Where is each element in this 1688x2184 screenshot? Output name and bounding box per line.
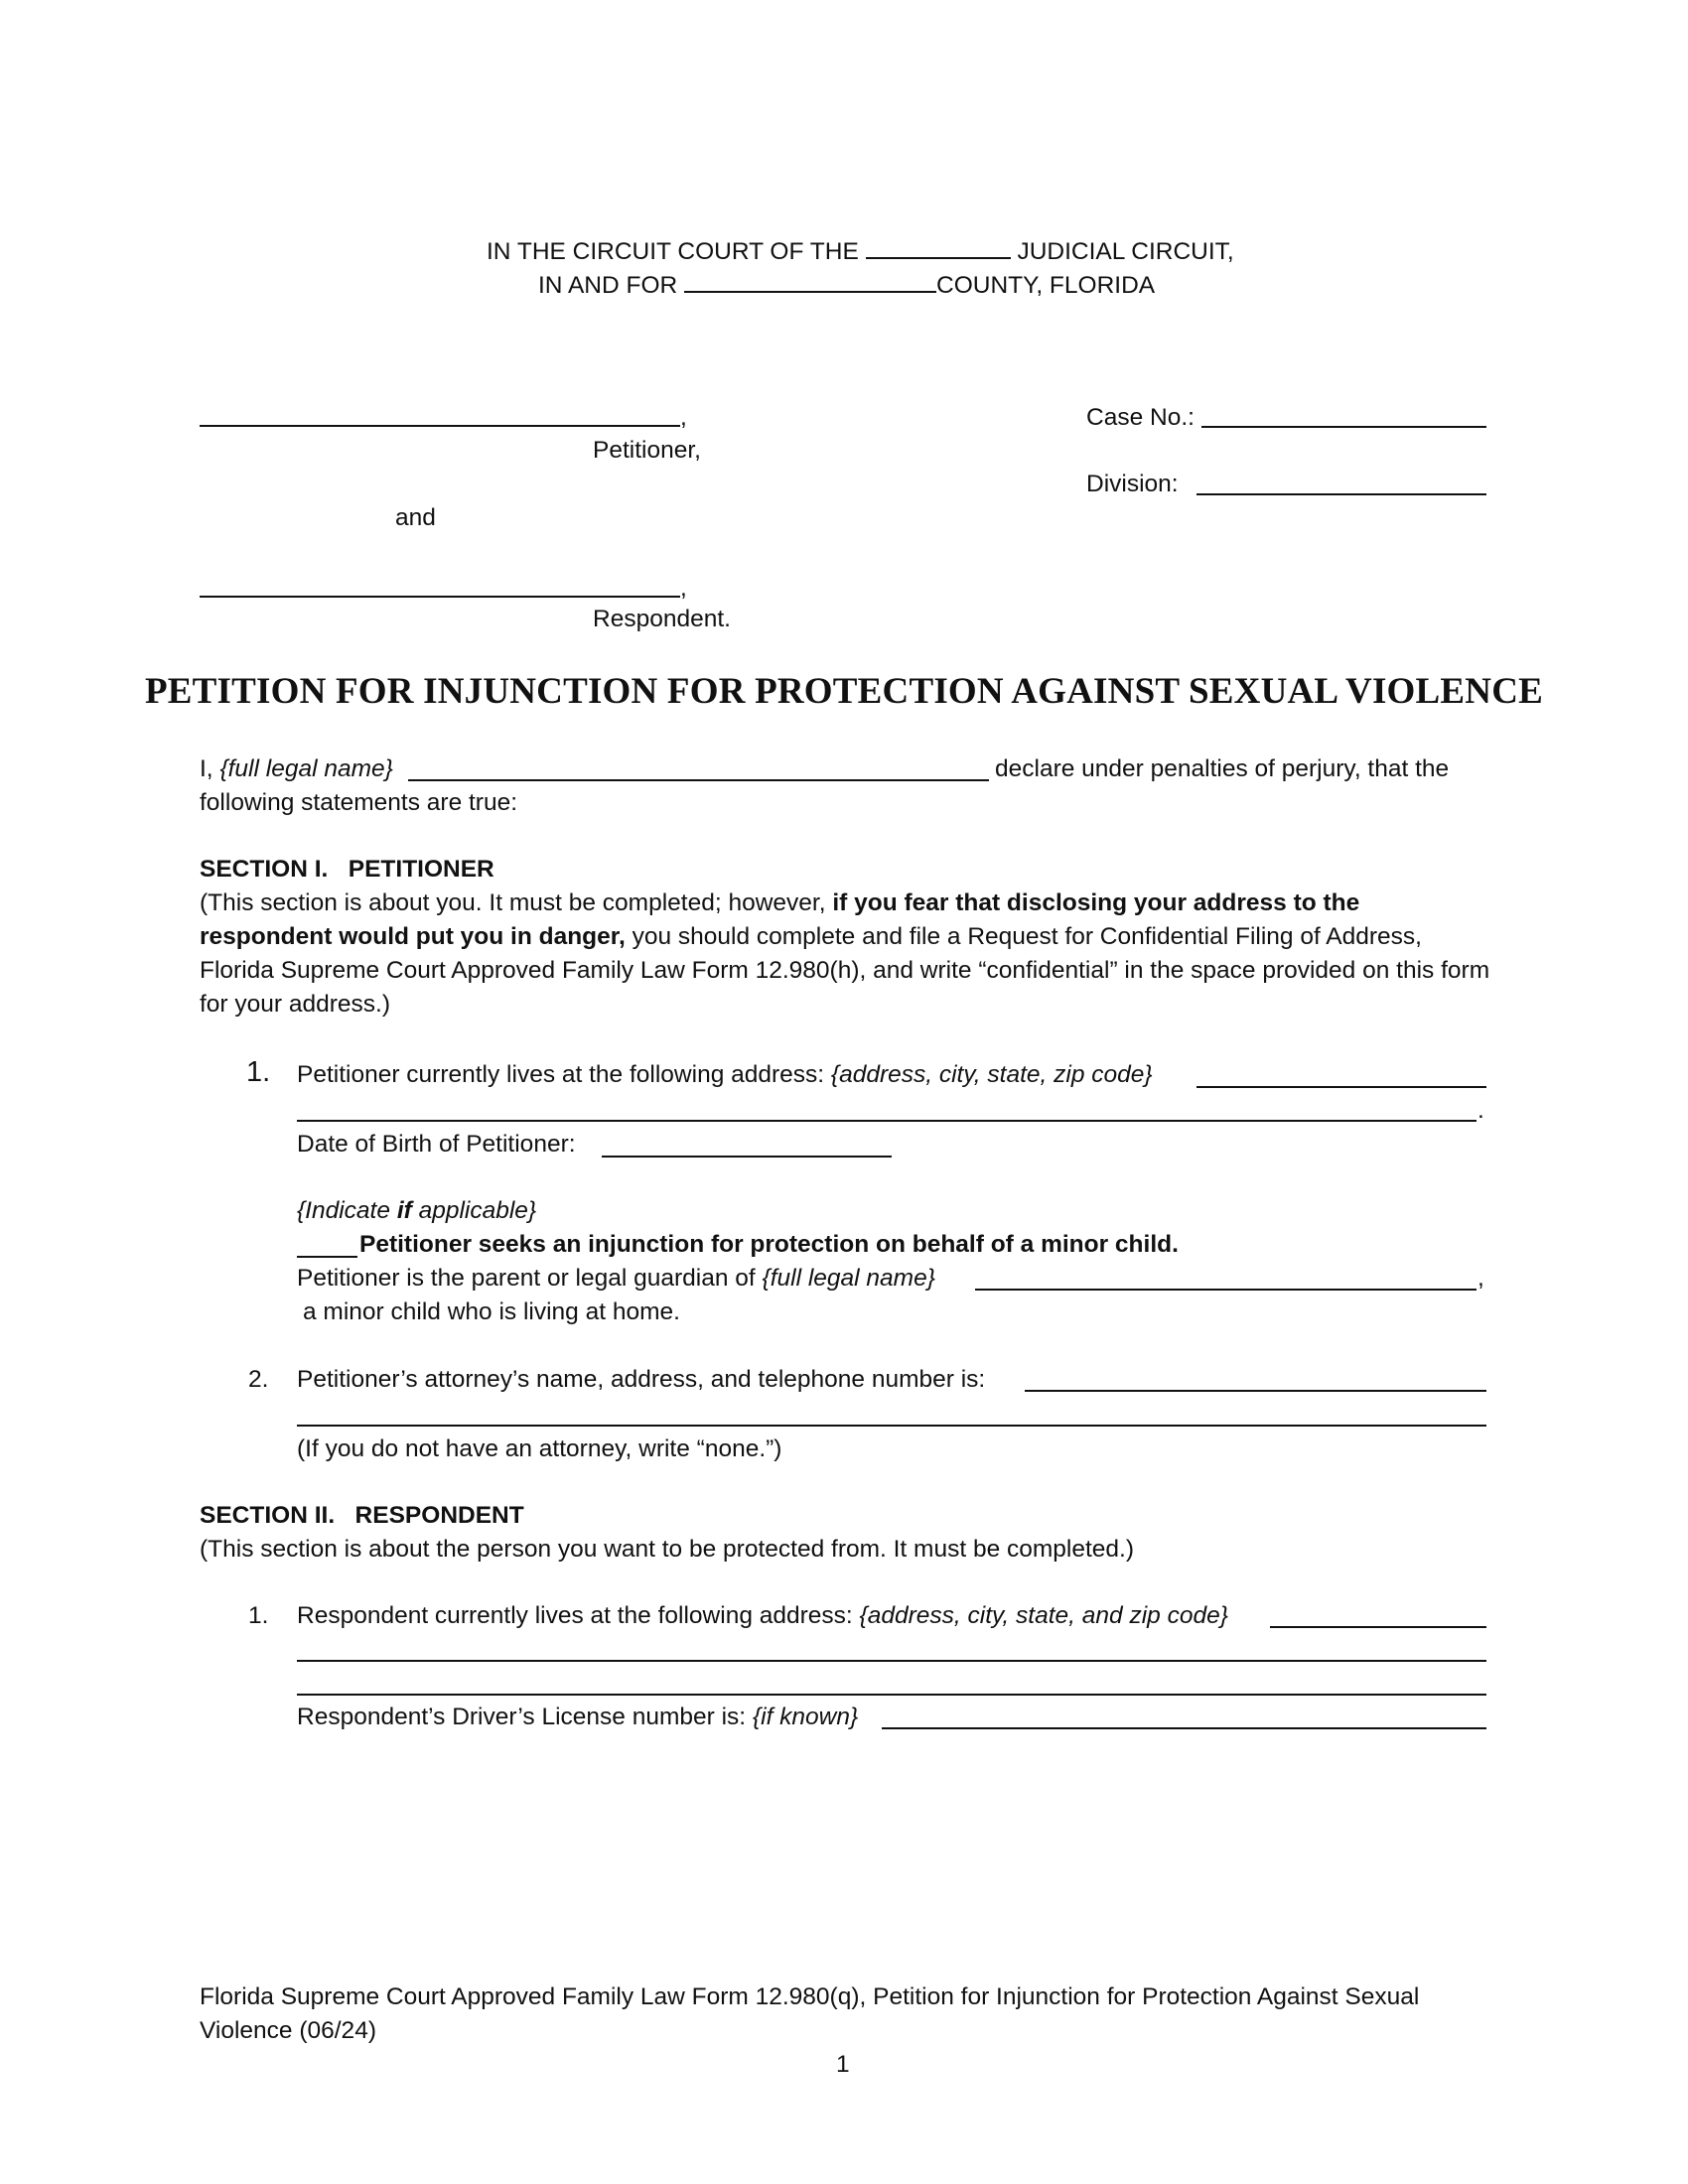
prompt-text: Petitioner currently lives at the following address:: [297, 1061, 825, 1088]
section2-intro: (This section is about the person you want to be protected from. It must be completed.): [200, 1536, 1135, 1563]
respondent-address-blank-2[interactable]: [297, 1660, 1486, 1662]
circuit-number-blank[interactable]: [866, 231, 1011, 259]
dob-blank[interactable]: [602, 1156, 892, 1158]
page-number: 1: [836, 2051, 850, 2078]
petitioner-name-blank[interactable]: [200, 425, 680, 427]
footer-form-name: Florida Supreme Court Approved Family Law Form 12.980(q), Petition for Injunction for Protection Against Sexual: [200, 1983, 1420, 2010]
court-caption-line1: [487, 231, 1234, 269]
respondent-name-blank[interactable]: [200, 596, 680, 598]
prompt-text: Respondent currently lives at the following address:: [297, 1602, 853, 1629]
declaration-text: declare under penalties of perjury, that the: [995, 755, 1450, 782]
intro-bold-text: if you fear that disclosing your address to the respondent would put you in danger,: [200, 889, 1360, 950]
page-title: PETITION FOR INJUNCTION FOR PROTECTION AGAINST SEXUAL VIOLENCE: [144, 671, 1544, 712]
court-caption-line2: [538, 265, 1155, 303]
case-no-blank[interactable]: [1201, 426, 1486, 428]
minor-child-name-blank[interactable]: [975, 1289, 1477, 1291]
attorney-blank-2[interactable]: [297, 1425, 1486, 1427]
declaration-text: following statements are true:: [200, 789, 518, 816]
declaration-text: I,: [200, 755, 213, 782]
respondent-label: Respondent.: [593, 606, 731, 632]
minor-child-checkbox-blank[interactable]: [297, 1256, 357, 1258]
attorney-note: (If you do not have an attorney, write “none.”): [297, 1435, 782, 1462]
minor-child-option: Petitioner seeks an injunction for protection on behalf of a minor child.: [359, 1231, 1179, 1258]
petitioner-address-blank-1[interactable]: [1196, 1086, 1486, 1088]
item-number: 1.: [248, 1602, 269, 1629]
license-hint: {if known}: [752, 1704, 859, 1730]
petitioner-comma: ,: [680, 404, 687, 431]
intro-text: (This section is about you. It must be completed; however,: [200, 889, 826, 916]
respondent-address-prompt: [297, 1599, 1228, 1633]
full-name-hint: {full legal name}: [219, 755, 393, 782]
caption-text: IN AND FOR: [538, 272, 678, 299]
respondent-comma: ,: [680, 575, 687, 602]
attorney-blank-1[interactable]: [1025, 1390, 1486, 1392]
section-heading-petitioner: SECTION I. PETITIONER: [200, 856, 494, 883]
footer-form-version: Violence (06/24): [200, 2017, 376, 2044]
indicate-text: applicable}: [418, 1197, 537, 1224]
caption-text: COUNTY, FLORIDA: [936, 272, 1156, 299]
indicate-bold: if: [396, 1197, 412, 1224]
license-text: Respondent’s Driver’s License number is:: [297, 1704, 747, 1730]
indicate-if-applicable: [297, 1194, 536, 1228]
and-label: and: [395, 504, 436, 531]
case-no-label: Case No.:: [1086, 404, 1195, 431]
item-number: 2.: [248, 1366, 269, 1393]
license-number-blank[interactable]: [882, 1727, 1486, 1729]
period: .: [1477, 1097, 1484, 1124]
guardian-hint: {full legal name}: [762, 1265, 935, 1292]
division-label: Division:: [1086, 471, 1179, 497]
address-hint: {address, city, state, and zip code}: [859, 1602, 1228, 1629]
petitioner-address-blank-2[interactable]: [297, 1120, 1477, 1122]
item-number: 1.: [246, 1056, 271, 1088]
caption-text: IN THE CIRCUIT COURT OF THE: [487, 238, 859, 265]
attorney-prompt: Petitioner’s attorney’s name, address, and telephone number is:: [297, 1366, 986, 1393]
guardian-text: Petitioner is the parent or legal guardian of: [297, 1265, 756, 1292]
minor-home-text: a minor child who is living at home.: [303, 1298, 680, 1325]
comma: ,: [1477, 1265, 1484, 1292]
division-blank[interactable]: [1196, 493, 1486, 495]
caption-text: JUDICIAL CIRCUIT,: [1017, 238, 1234, 265]
intro-text: you should complete and file a Request for Confidential Filing of Address, Florida Supreme Court Approved Family Law Form 12.980(h), and write “confidential” in the space provided on this form for your address.): [200, 923, 1490, 1018]
dob-label: Date of Birth of Petitioner:: [297, 1131, 576, 1158]
section1-intro: [200, 887, 1490, 1022]
indicate-text: {Indicate: [297, 1197, 390, 1224]
guardian-line: [297, 1262, 935, 1296]
respondent-address-blank-1[interactable]: [1270, 1626, 1486, 1628]
declaration-line1: [200, 752, 393, 786]
section-heading-respondent: SECTION II. RESPONDENT: [200, 1502, 524, 1529]
petitioner-label: Petitioner,: [593, 437, 701, 464]
respondent-address-blank-3[interactable]: [297, 1694, 1486, 1696]
address-hint: {address, city, state, zip code}: [830, 1061, 1153, 1088]
license-line: [297, 1701, 858, 1734]
petitioner-address-prompt: [297, 1058, 1153, 1092]
county-blank[interactable]: [684, 265, 936, 293]
full-legal-name-blank[interactable]: [408, 779, 989, 781]
